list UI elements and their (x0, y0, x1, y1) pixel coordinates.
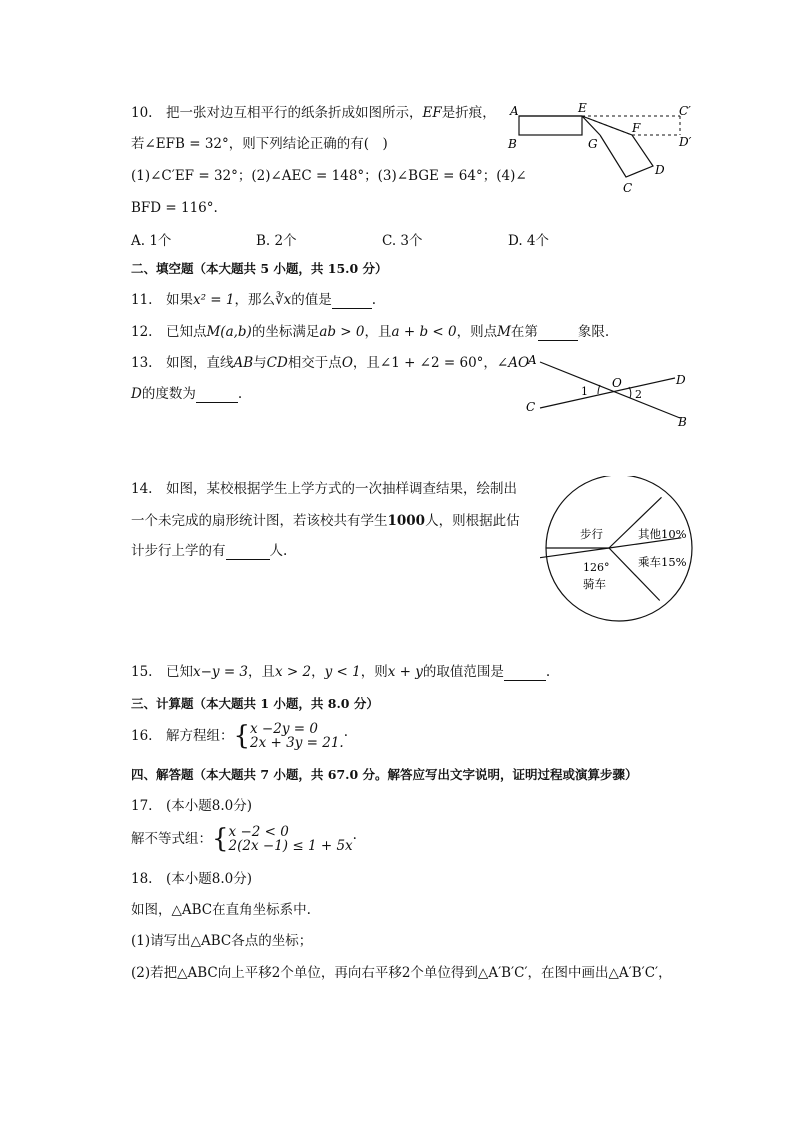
q18-line3: (2)若把△ABC向上平移2个单位，再向右平移2个单位得到△A′B′C′，在图中画出△A′B′C′， (131, 965, 672, 981)
q12-mid1: 的坐标满足 (251, 324, 320, 340)
label-b: B (508, 137, 517, 151)
q13-mid: 与 (253, 355, 267, 371)
section-4-heading: 四、解答题（本大题共 7 小题，共 67.0 分。解答应写出文字说明，证明过程或演算步骤） (131, 767, 638, 782)
label-d: D (655, 163, 665, 177)
q14-pie-chart (540, 476, 700, 626)
q10-line4 (131, 199, 218, 217)
q13-line1 (131, 354, 529, 372)
q15-prefix: 15. 已知 (131, 664, 193, 680)
label-d: D (676, 373, 686, 387)
q10-option-d: D. 4个 (508, 233, 550, 249)
q16-end: · (343, 728, 349, 744)
q11-end: . (371, 292, 377, 308)
q15-end: . (545, 664, 551, 680)
section-2-heading: 二、填空题（本大题共 5 小题，共 15.0 分） (131, 261, 388, 276)
q10-line2 (131, 135, 388, 153)
q12-mid2: ，且 (364, 324, 392, 340)
q10-line3 (131, 167, 527, 185)
label-b: B (678, 415, 687, 429)
pie-label-other: 其他10% (638, 527, 687, 541)
q10-statements: (1)∠C′EF = 32°；(2)∠AEC = 148°；(3)∠BGE = 64°；(4)∠ (131, 168, 527, 184)
paper-strip (519, 116, 582, 135)
q13-tail: 的度数为 (141, 386, 196, 402)
q18-title: 18. (本小题8.0分) (131, 871, 252, 887)
q17-brace: { (212, 824, 229, 854)
pie-slice-boundary-4 (540, 548, 609, 558)
q14-line2 (131, 512, 520, 530)
section-3-heading: 三、计算题（本大题共 1 小题，共 8.0 分） (131, 696, 379, 711)
q16-prefix: 16. 解方程组： (131, 728, 234, 744)
q18-line2: (1)请写出△ABC各点的坐标； (131, 933, 313, 949)
label-a: A (510, 104, 519, 118)
q13-prefix: 13. 如图，直线 (131, 355, 234, 371)
q14-student-count: 1000 (387, 513, 426, 529)
q12-answer-blank[interactable] (538, 326, 578, 341)
label-angle-1: 1 (581, 385, 588, 398)
angle-1-arc (598, 385, 600, 394)
q15-tail: 的取值范围是 (422, 664, 504, 680)
q13-math-ab: AB (233, 355, 254, 371)
q11-math2: ∛x (275, 292, 292, 308)
q14-text-c: 计步行上学的有 (131, 543, 226, 559)
label-e: E (578, 101, 587, 115)
label-c: C (526, 400, 536, 414)
q11 (131, 291, 376, 309)
q12-math4: M (497, 324, 511, 340)
q14-text-a: 一个未完成的扇形统计图，若该校共有学生 (131, 513, 388, 529)
label-angle-2: 2 (635, 388, 642, 401)
label-d-prime: D′ (679, 135, 692, 149)
q12-prefix: 12. 已知点 (131, 324, 207, 340)
q10-condition: 若∠EFB = 32°，则下列结论正确的有( ) (131, 136, 388, 152)
label-a: A (528, 353, 537, 367)
q12-tail: 象限. (577, 324, 610, 340)
q10-math-ef: EF (422, 105, 442, 121)
q11-answer-blank[interactable] (332, 294, 372, 309)
q15 (131, 663, 550, 681)
q16-brace: { (233, 721, 251, 751)
pie-slice-lines (540, 497, 681, 600)
q10-option-b: B. 2个 (256, 233, 297, 249)
q17-title: 17. (本小题8.0分) (131, 798, 252, 814)
q16-system (250, 722, 344, 750)
q10-option-c: C. 3个 (382, 233, 423, 249)
q13-end: . (237, 386, 243, 402)
line-ab (540, 362, 680, 418)
q13-line2 (131, 385, 242, 403)
q11-mid: ，那么 (234, 292, 275, 308)
q10-text-tail: 是折痕， (441, 105, 496, 121)
q14-line1: 14. 如图，某校根据学生上学方式的一次抽样调查结果，绘制出 (131, 481, 517, 497)
q13-mid3: ，且∠1 + ∠2 = 60°，∠ (352, 355, 509, 371)
q13-math-d: D (131, 386, 142, 402)
label-f: F (632, 121, 641, 135)
label-c-prime: C′ (679, 104, 691, 118)
q12-mid4: 在第 (510, 324, 538, 340)
q18-line1: 如图，△ABC在直角坐标系中. (131, 902, 311, 918)
q13-math-ao: AO (508, 355, 530, 371)
q12-mid3: ，则点 (456, 324, 498, 340)
q17-system (229, 825, 353, 853)
label-g: G (588, 137, 598, 151)
label-c: C (623, 181, 633, 195)
q14-answer-blank[interactable] (226, 545, 270, 560)
q15-math1: x−y = 3 (192, 664, 249, 680)
q13-answer-blank[interactable] (196, 388, 238, 403)
q17 (131, 825, 357, 853)
q15-mid2: ， (311, 664, 325, 680)
q15-math2: x > 2 (275, 664, 312, 680)
q13-mid2: 相交于点 (287, 355, 342, 371)
q11-tail: 的值是 (291, 292, 332, 308)
q12 (131, 323, 609, 341)
q16-eq1: x −2y = 0 (250, 721, 318, 737)
q16-eq2: 2x + 3y = 21. (250, 735, 344, 751)
q14-line3 (131, 542, 287, 560)
q15-answer-blank[interactable] (504, 666, 546, 681)
q11-math1: x² = 1 (192, 292, 235, 308)
label-o: O (612, 376, 622, 390)
q13-math-o: O (341, 355, 353, 371)
q14-text-b: 人，则根据此估 (425, 513, 520, 529)
q12-math3: a + b < 0 (391, 324, 457, 340)
line-cd (540, 378, 675, 408)
q12-math1: M(a,b) (206, 324, 252, 340)
q16 (131, 722, 348, 750)
q13-math-cd: CD (266, 355, 288, 371)
q10-text: 10. 把一张对边互相平行的纸条折成如图所示， (131, 105, 423, 121)
q15-mid1: ，且 (248, 664, 276, 680)
pie-label-bus: 乘车15% (638, 555, 687, 569)
q10-line1 (131, 104, 496, 122)
q15-math3: y < 1 (324, 664, 361, 680)
q17-ineq1: x −2 < 0 (228, 824, 289, 840)
q14-text-d: 人. (269, 543, 288, 559)
pie-label-bike: 骑车 (583, 577, 606, 591)
pie-label-walk: 步行 (580, 527, 603, 541)
pie-label-angle: 126° (583, 561, 610, 574)
q10-statements-cont: BFD = 116°. (131, 200, 218, 216)
q10-fold-figure (500, 98, 710, 202)
q10-option-a: A. 1个 (131, 233, 172, 249)
q11-prefix: 11. 如果 (131, 292, 193, 308)
q17-end: · (352, 831, 357, 847)
q17-prefix: 解不等式组： (131, 831, 212, 847)
q13-intersecting-lines-figure (520, 350, 700, 432)
q17-ineq2: 2(2x −1) ≤ 1 + 5x (228, 838, 353, 854)
q15-math4: x + y (387, 664, 423, 680)
q15-mid3: ，则 (360, 664, 388, 680)
q12-math2: ab > 0 (319, 324, 365, 340)
